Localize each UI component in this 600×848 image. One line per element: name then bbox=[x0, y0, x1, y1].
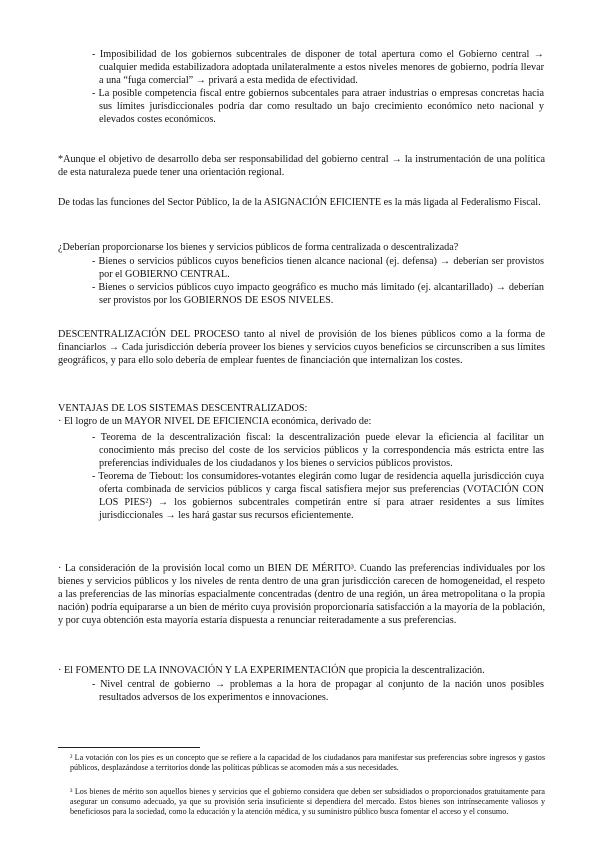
paragraph-descentralizacion: DESCENTRALIZACIÓN DEL PROCESO tanto al nivel de provisión de los bienes públicos como a la forma de financiarlos → Cada jurisdicción debería proveer los bienes y servicios cuyos beneficios se circunscriben a sus límites geográficos, y para ello solo debería de emplear fuentes de financiación que internalizan los costes. bbox=[58, 329, 545, 366]
list-fomento bbox=[92, 678, 544, 704]
list-item: - Imposibilidad de los gobiernos subcentrales de disponer de total apertura como el Gobierno central → cualquier medida estabilizadora adoptada unilateralmente a estos niveles menores de gobierno, podría llevar a una “fuga comercial” → privará a esta medida de efectividad. bbox=[92, 49, 544, 86]
paragraph-fomento: · El FOMENTO DE LA INNOVACIÓN Y LA EXPERIMENTACIÓN que propicia la descentralización. bbox=[58, 665, 485, 676]
list-item: - Nivel central de gobierno → problemas a la hora de propagar al conjunto de la nación unos posibles resultados adversos de los experimentos e innovaciones. bbox=[92, 679, 544, 703]
footnote-divider bbox=[58, 747, 200, 748]
list-item: - Bienes o servicios públicos cuyo impacto geográfico es mucho más limitado (ej. alcantarillado) → deberían ser provistos por los GOBIERNOS DE ESOS NIVELES. bbox=[92, 282, 544, 306]
list-item: - Bienes o servicios públicos cuyos beneficios tienen alcance nacional (ej. defensa) → deberían ser provistos por el GOBIERNO CENTRAL. bbox=[92, 256, 544, 280]
list-provision-levels bbox=[92, 255, 544, 307]
footnote-2: ² La votación con los pies es un concepto que se refiere a la capacidad de los ciudadanos para manifestar sus preferencias sobre ingresos y gastos públicos, desplazándose a territorios donde las políticas públicas se acomoden más a sus necesidades. bbox=[70, 753, 545, 773]
list-stabilization-problems bbox=[92, 48, 544, 126]
note-objetivo-desarrollo: *Aunque el objetivo de desarrollo deba ser responsabilidad del gobierno central → la instrumentación de una política de esta naturaleza puede tener una orientación regional. bbox=[58, 154, 545, 178]
list-item: - Teorema de Tiebout: los consumidores-votantes elegirán como lugar de residencia aquella jurisdicción cuya oferta combinada de servicios públicos y carga fiscal satisfiera mejor sus preferencias (VOTACIÓN CON LOS PIES²) → los gobiernos subcentrales competirán entre sí para atraer residentes a sus límites jurisdiccionales → les hará gastar sus recursos eficientemente. bbox=[92, 471, 544, 521]
list-item: - Teorema de la descentralización fiscal: la descentralización puede elevar la eficiencia al facilitar un conocimiento más preciso del coste de los servicios públicos y la correspondencia más estricta entre las preferencias individuales de los ciudadanos y los bienes o servicios públicos provistos. bbox=[92, 432, 544, 469]
section-title-ventajas: VENTAJAS DE LOS SISTEMAS DESCENTRALIZADOS: bbox=[58, 403, 308, 414]
list-efficiency-theorems bbox=[92, 431, 544, 522]
paragraph-asignacion-eficiente: De todas las funciones del Sector Público, la de la ASIGNACIÓN EFICIENTE es la más ligada al Federalismo Fiscal. bbox=[58, 197, 541, 208]
question-centralization: ¿Deberían proporcionarse los bienes y servicios públicos de forma centralizada o descentralizada? bbox=[58, 242, 459, 253]
footnote-3: ³ Los bienes de mérito son aquellos bienes y servicios que el gobierno considera que deben ser subsidiados o proporcionados gratuitamente para asegurar un consumo adecuado, ya que su provisión sería insuficiente si dependiera del mercado. Estos bienes son intrínsecamente valiosos y beneficiosos para la sociedad, como la educación y la atención médica, y su suministro público busca fomentar el acceso y el consumo. bbox=[70, 787, 545, 817]
paragraph-provision-local: · La consideración de la provisión local como un BIEN DE MÉRITO³. Cuando las preferencias individuales por los bienes y servicios públicos y los niveles de renta dentro de una gran jurisdicción carecen de homogeneidad, el respeto a las preferencias de las minorías espacialmente concentradas (dentro de una región, un área metropolitana o la propia nación) podría equipararse a un bien de mérito cuya provisión proporcionaría satisfacción a la mayoría de la población, y por cuya obtención esta mayoría estaría dispuesta a renunciar reiteradamente a sus preferencias. bbox=[58, 563, 545, 626]
ventajas-intro: · El logro de un MAYOR NIVEL DE EFICIENCIA económica, derivado de: bbox=[58, 416, 372, 427]
list-item: - La posible competencia fiscal entre gobiernos subcentales para atraer industrias o empresas concretas hacia sus límites jurisdiccionales podría dar como resultado un bajo crecimiento económico neto nacional y elevados costes económicos. bbox=[92, 88, 544, 125]
